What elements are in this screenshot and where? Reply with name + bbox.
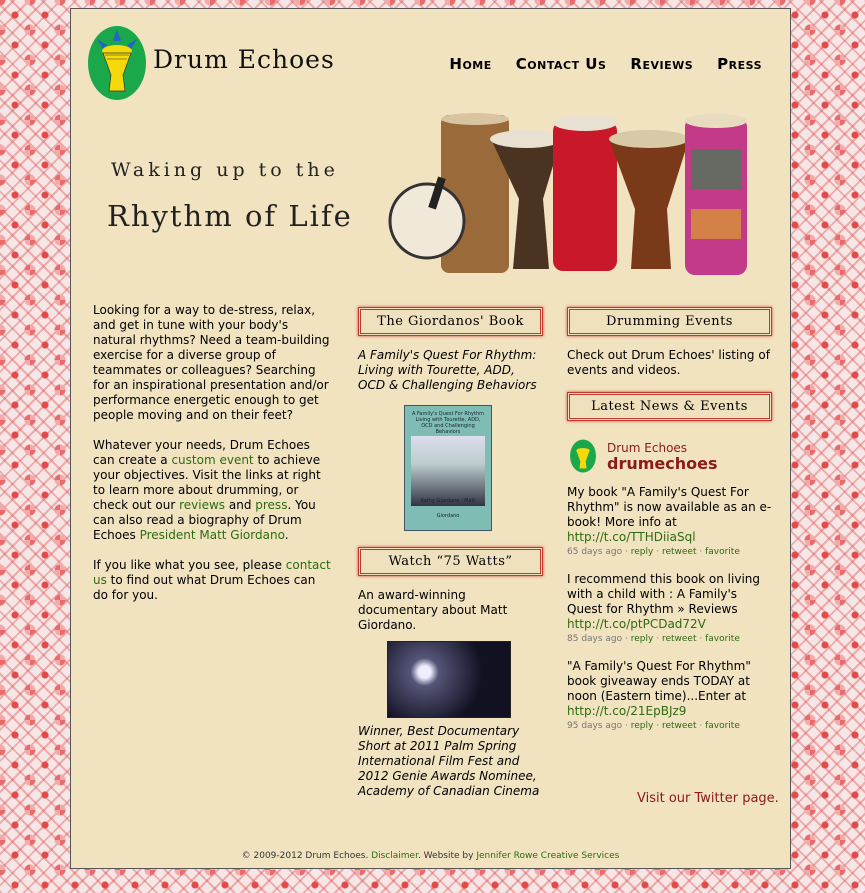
tweet-age: 65 days ago [567,547,623,557]
visit-twitter-link[interactable]: Visit our Twitter page. [637,791,779,806]
tweet-reply-link[interactable]: reply [630,721,654,731]
designer-link[interactable]: Jennifer Rowe Creative Services [476,851,620,861]
video-thumbnail[interactable] [387,641,511,718]
tweet-meta: 85 days ago · reply · retweet · favorite [567,634,740,644]
book-title: A Family's Quest For Rhythm: Living with Tourette, ADD, OCD & Challenging Behaviors [358,348,537,392]
intro-text: . [284,528,289,542]
nav-reviews[interactable]: Reviews [630,55,694,73]
intro-paragraph-1: Looking for a way to de-stress, relax, and get in tune with your body's natural rhythms? Need a team-building exercise for a diverse group of teammates or colleagues? Searching for an inspirational presentation and/or performance energetic enough to get people moving and on their feet? [93,303,330,422]
intro-text: Whatever your needs, Drum Echoes can create a [93,438,310,467]
nav-contact-us[interactable]: Contact Us [515,55,607,73]
tweet-meta: 95 days ago · reply · retweet · favorite [567,721,740,731]
events-text: Check out Drum Echoes' listing of events and videos. [567,348,770,377]
tweet-link[interactable]: http://t.co/TTHDiiaSql [567,530,696,544]
twitter-avatar[interactable] [567,439,599,473]
tweet-text: My book "A Family's Quest For Rhythm" is now available as an e-book! More info at [567,485,772,529]
tweet-retweet-link[interactable]: retweet [661,634,697,644]
video-section-header: Watch “75 Watts” [358,547,543,576]
tweet-text: I recommend this book on living with a child with : A Family's Quest for Rhythm » Reviews [567,572,761,616]
book-cover-authors: Kathy Giordano · Matt Giordano [420,498,476,519]
twitter-profile[interactable] [567,439,772,473]
hero-tagline-line1: Waking up to the [111,159,339,181]
intro-text: . You can also read a biography of Drum Echoes [93,498,316,542]
president-bio-link[interactable]: President Matt Giordano [139,528,285,542]
tweet-favorite-link[interactable]: favorite [705,721,740,731]
tweet-item [567,485,772,560]
website-by-text: . Website by [417,851,477,861]
intro-text: If you like what you see, please [93,558,286,572]
contact-us-link[interactable]: contact us [93,558,331,587]
nav-home[interactable]: Home [449,55,492,73]
drums-hero-image [101,109,751,284]
video-award-text: Winner, Best Documentary Short at 2011 Palm Spring International Film Fest and 2012 Genie Awards Nominee, Academy of Canadian Cinema [358,724,540,798]
twitter-display-name[interactable]: Drum Echoes [607,441,688,455]
nav-press[interactable]: Press [717,55,762,73]
tweet-item [567,659,772,734]
main-nav [449,55,762,73]
tweet-reply-link[interactable]: reply [630,547,654,557]
tweet-link[interactable]: http://t.co/21EpBJz9 [567,704,687,718]
tweet-retweet-link[interactable]: retweet [661,721,697,731]
tweet-link[interactable]: http://t.co/ptPCDad72V [567,617,706,631]
twitter-handle[interactable]: drumechoes [607,454,718,473]
book-video-column [358,307,543,799]
video-description: An award-winning documentary about Matt Giordano. [358,588,508,632]
intro-paragraph-2 [93,438,333,543]
disclaimer-link[interactable]: Disclaimer [371,851,418,861]
book-cover-image[interactable] [404,405,492,531]
book-section-header: The Giordanos' Book [358,307,543,336]
tweet-list [567,485,772,734]
intro-text: and [225,498,256,512]
events-section-header: Drumming Events [567,307,772,336]
brand-name[interactable]: Drum Echoes [153,45,335,74]
tweet-favorite-link[interactable]: favorite [705,634,740,644]
press-link[interactable]: press [255,498,288,512]
footer [71,851,790,861]
news-section-header: Latest News & Events [567,392,772,421]
hero-tagline-line2: Rhythm of Life [107,199,353,233]
tweet-retweet-link[interactable]: retweet [661,547,697,557]
intro-text: to find out what Drum Echoes can do for you. [93,573,316,602]
intro-text: to achieve your objectives. Visit the links at right to learn more about drumming, or check out our [93,453,321,512]
tweet-meta: 65 days ago · reply · retweet · favorite [567,547,740,557]
drum-echoes-logo[interactable] [87,25,147,101]
tweet-age: 85 days ago [567,634,623,644]
tweet-reply-link[interactable]: reply [630,634,654,644]
intro-paragraph-3 [93,558,333,603]
copyright-text: © 2009-2012 Drum Echoes. [241,851,372,861]
page-container [70,8,791,869]
custom-event-link[interactable]: custom event [171,453,254,467]
book-cover-title: A Family's Quest For Rhythm Living with Tourette, ADD, OCD and Challenging Behaviors [411,411,484,435]
reviews-link[interactable]: reviews [179,498,226,512]
events-news-column [567,307,772,734]
tweet-item [567,572,772,647]
tweet-favorite-link[interactable]: favorite [705,547,740,557]
intro-column [93,303,333,618]
tweet-text: "A Family's Quest For Rhythm" book giveaway ends TODAY at noon (Eastern time)...Enter at [567,659,751,703]
tweet-age: 95 days ago [567,721,623,731]
